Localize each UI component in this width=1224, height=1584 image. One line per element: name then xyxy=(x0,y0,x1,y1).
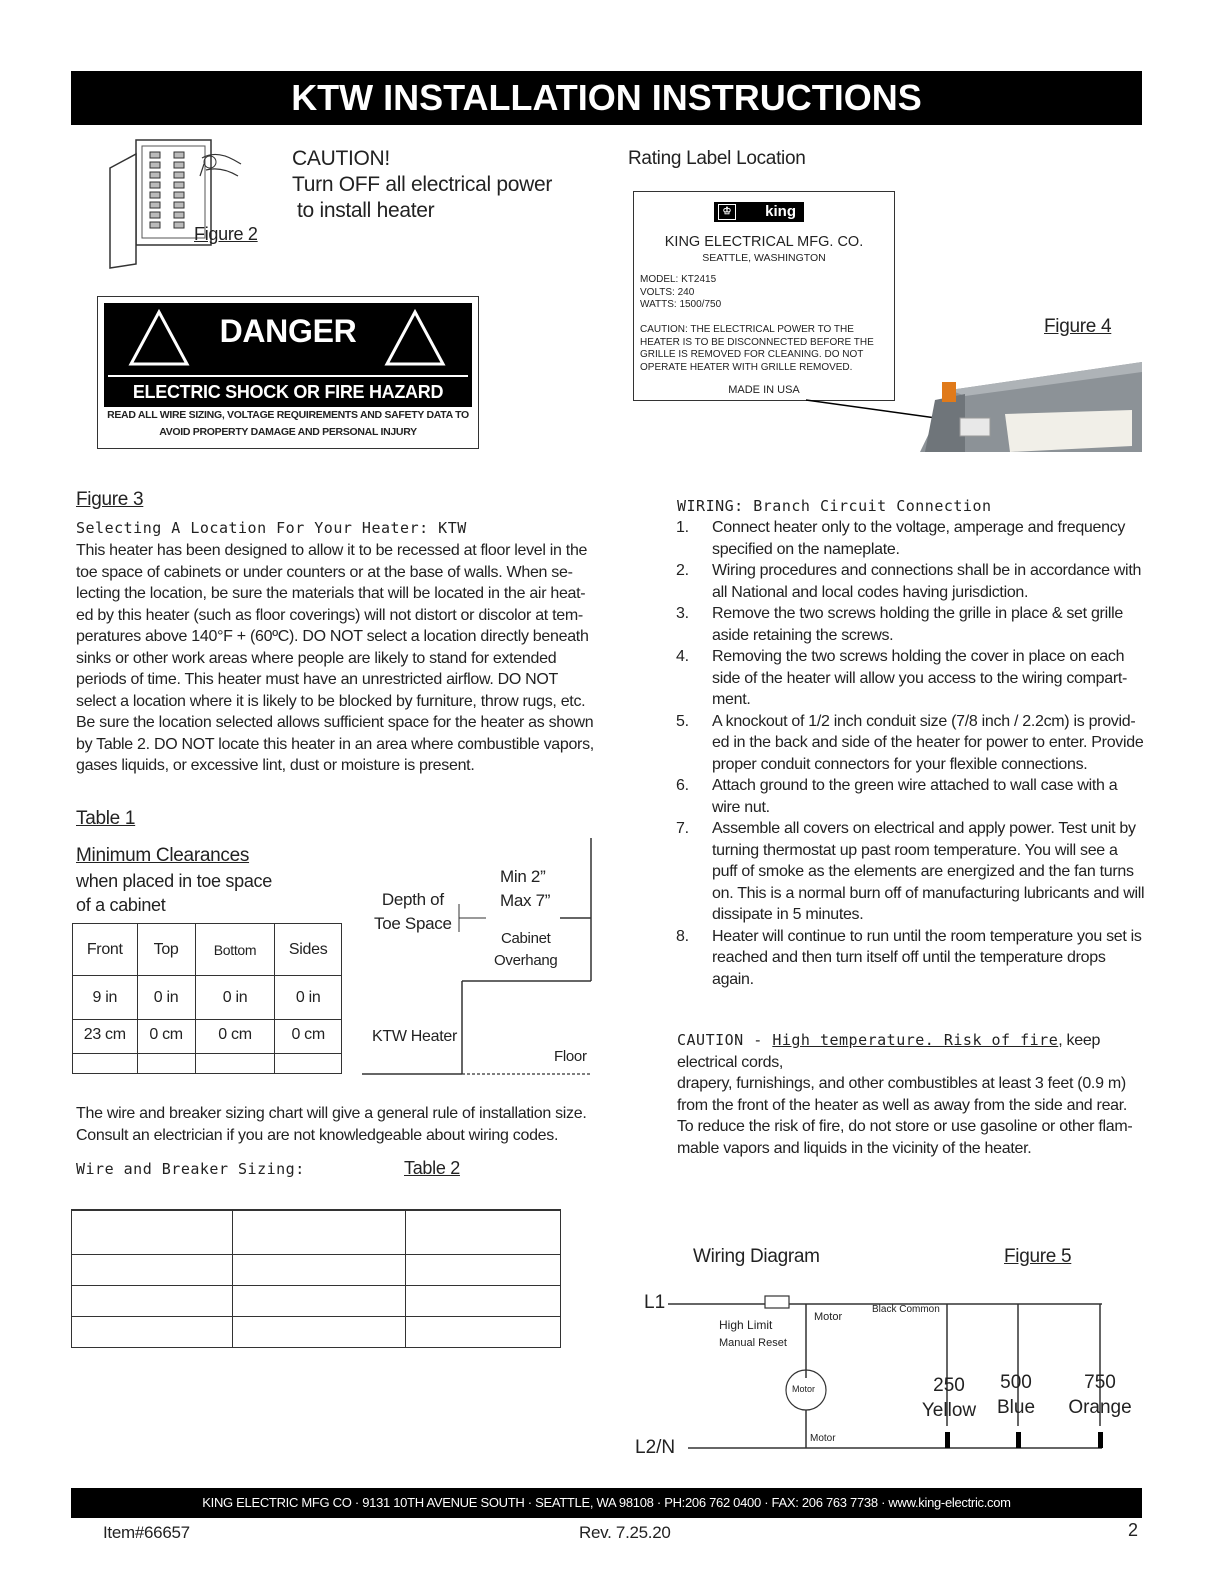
list-line: Heater will continue to run until the room temperature you set is xyxy=(712,927,1142,945)
overhang-line-2: Overhang xyxy=(494,952,558,969)
table-header-cell: Front xyxy=(73,924,138,976)
location-line: lecting the location, be sure the materials that will be located in the air heat- xyxy=(76,585,586,602)
table-cell: 0 in xyxy=(195,976,275,1020)
table-row xyxy=(72,1285,561,1316)
figure-3-label: Figure 3 xyxy=(76,489,144,510)
table-cell xyxy=(233,1285,406,1316)
toe-depth-line-1: Depth of xyxy=(381,890,444,909)
fire-caution-line-1 xyxy=(677,1030,1147,1073)
list-line: Connect heater only to the voltage, amperage and frequency xyxy=(712,519,1126,536)
label-volts: VOLTS: 240 xyxy=(640,286,695,298)
danger-banner xyxy=(104,303,472,407)
list-line: turning thermostat up past room temperature. You will see a xyxy=(712,841,1118,859)
list-number: 3. xyxy=(676,605,689,622)
list-line: dissipate in 5 minutes. xyxy=(712,906,864,923)
fire-caution-paragraph xyxy=(677,1030,1147,1159)
list-line: all National and local codes having jurisdiction. xyxy=(712,583,1029,601)
table-cell xyxy=(406,1316,561,1347)
location-line: This heater has been designed to allow it to be recessed at floor level in the xyxy=(76,542,588,559)
list-number: 5. xyxy=(676,712,689,730)
high-limit-label xyxy=(719,1316,787,1352)
danger-label xyxy=(97,296,479,449)
caution-line-1: Turn OFF all electrical power xyxy=(292,173,553,196)
label-specs xyxy=(640,274,721,312)
clearances-sub-line-2: of a cabinet xyxy=(76,895,166,915)
figure-2-label: Figure 2 xyxy=(194,224,258,244)
list-line: wire nut. xyxy=(712,798,770,816)
list-item xyxy=(676,711,1146,776)
table-header-row xyxy=(73,924,342,976)
element-250-label xyxy=(918,1373,980,1423)
clearances-table xyxy=(72,923,342,1074)
clearances-sub-line-1: when placed in toe space xyxy=(76,871,272,891)
element-750-watts: 750 xyxy=(1084,1372,1116,1393)
table-cell xyxy=(406,1210,561,1254)
footer-address: KING ELECTRIC MFG CO · 9131 10TH AVENUE SOUTH · SEATTLE, WA 98108 · PH:206 762 0400 · FAX: 206 763 7738 · www.king-electric.com xyxy=(71,1488,1142,1518)
sizing-line-2: Consult an electrician if you are not knowledgeable about wiring codes. xyxy=(76,1126,559,1144)
fire-caution-emphasis: High temperature. Risk of fire xyxy=(772,1031,1059,1049)
danger-notice-line-2: AVOID PROPERTY DAMAGE AND PERSONAL INJURY xyxy=(159,426,417,438)
crown-icon: ♔ xyxy=(718,204,736,220)
element-250-color: Yellow xyxy=(921,1400,977,1421)
element-250-watts: 250 xyxy=(933,1375,965,1396)
table-header-cell: Bottom xyxy=(195,924,275,976)
manual-reset-text: Manual Reset xyxy=(719,1337,787,1349)
list-line: on. This is a normal burn off of manufacturing lubricants and will xyxy=(712,884,1145,902)
fire-caution-line: drapery, furnishings, and other combustibles at least 3 feet (0.9 m) xyxy=(677,1075,1126,1092)
list-item xyxy=(676,560,1146,603)
table-cell xyxy=(195,1054,275,1074)
list-line: side of the heater will allow you access to the wiring compart- xyxy=(712,669,1128,687)
motor-top-label: Motor xyxy=(814,1311,843,1323)
caution-line-2: to install heater xyxy=(297,199,435,222)
list-line: ed in the back and side of the heater for power to enter. Provide xyxy=(712,734,1144,751)
list-number: 7. xyxy=(676,820,689,837)
table-row xyxy=(72,1316,561,1347)
revision: Rev. 7.25.20 xyxy=(579,1523,671,1542)
location-line: gases liquids, or excessive lint, dust or moisture is present. xyxy=(76,757,475,774)
table-cell: 0 cm xyxy=(195,1020,275,1054)
list-line: aside retaining the screws. xyxy=(712,626,894,644)
cabinet-overhang-label xyxy=(494,928,557,972)
label-company: KING ELECTRICAL MFG. CO. xyxy=(664,234,864,250)
table-row xyxy=(73,1020,342,1054)
high-limit-text: High Limit xyxy=(719,1318,773,1332)
wiring-diagram-heading: Wiring Diagram xyxy=(693,1246,820,1267)
label-caution-line: GRILLE IS REMOVED FOR CLEANING. DO NOT xyxy=(640,349,864,360)
fire-caution-line: mable vapors and liquids in the vicinity of the heater. xyxy=(677,1139,1032,1157)
list-number: 1. xyxy=(676,519,689,536)
danger-notice xyxy=(104,407,472,441)
motor-bottom-label: Motor xyxy=(810,1433,836,1444)
table-row xyxy=(73,976,342,1020)
element-500-color: Blue xyxy=(996,1397,1036,1418)
list-number: 8. xyxy=(676,927,689,945)
wiring-heading: WIRING: Branch Circuit Connection xyxy=(677,497,992,515)
danger-title: DANGER xyxy=(219,313,357,349)
table-2-label: Table 2 xyxy=(404,1158,460,1178)
table-row xyxy=(73,1054,342,1074)
page-title: KTW INSTALLATION INSTRUCTIONS xyxy=(71,71,1142,125)
sizing-heading: Wire and Breaker Sizing: xyxy=(76,1160,305,1178)
location-line: toe space of cabinets or under counters or at the base of walls. When se- xyxy=(76,563,573,581)
heater-photo xyxy=(760,360,1144,454)
wiring-steps-list xyxy=(676,517,1146,990)
list-line: A knockout of 1/2 inch conduit size (7/8 inch / 2.2cm) is provid- xyxy=(712,712,1136,730)
king-logo xyxy=(714,202,804,222)
list-line: Wiring procedures and connections shall be in accordance with xyxy=(712,562,1142,579)
list-item xyxy=(676,517,1146,560)
label-watts: WATTS: 1500/750 xyxy=(640,299,722,310)
table-row xyxy=(72,1254,561,1285)
location-line: periods of time. This heater must have an unrestricted airflow. DO NOT xyxy=(76,671,559,688)
list-item xyxy=(676,603,1146,646)
rating-label-heading: Rating Label Location xyxy=(628,148,806,169)
label-model: MODEL: KT2415 xyxy=(640,274,717,285)
item-number: Item#66657 xyxy=(103,1523,190,1542)
toe-depth-line-2: Toe Space xyxy=(374,914,452,933)
list-item xyxy=(676,926,1146,991)
list-item xyxy=(676,646,1146,711)
list-number: 2. xyxy=(676,562,689,579)
element-750-color: Orange xyxy=(1068,1397,1132,1418)
sizing-line-1: The wire and breaker sizing chart will give a general rule of installation size. xyxy=(76,1105,587,1122)
table-cell: 0 cm xyxy=(275,1020,342,1054)
table-header-cell: Top xyxy=(137,924,195,976)
table-cell xyxy=(233,1316,406,1347)
list-item xyxy=(676,818,1146,926)
floor-label: Floor xyxy=(554,1048,587,1065)
danger-subtitle: ELECTRIC SHOCK OR FIRE HAZARD xyxy=(108,375,468,405)
list-line: Attach ground to the green wire attached to wall case with a xyxy=(712,777,1118,794)
black-common-label: Black Common xyxy=(872,1304,940,1315)
table-cell xyxy=(73,1054,138,1074)
table-cell xyxy=(275,1054,342,1074)
list-line: reached and then turn itself off until the temperature drops xyxy=(712,949,1106,966)
list-item xyxy=(676,775,1146,818)
list-line: puff of smoke as the elements are energized and the fan turns xyxy=(712,863,1134,880)
fire-caution-line: from the front of the heater as well as away from the side and rear. xyxy=(677,1096,1128,1114)
table-header-cell: Sides xyxy=(275,924,342,976)
list-line: Removing the two screws holding the cover in place on each xyxy=(712,648,1125,665)
danger-notice-line-1: READ ALL WIRE SIZING, VOLTAGE REQUIREMENTS AND SAFETY DATA TO xyxy=(107,409,469,421)
table-cell: 0 in xyxy=(275,976,342,1020)
element-750-label xyxy=(1064,1370,1136,1420)
ktw-heater-label: KTW Heater xyxy=(372,1028,458,1045)
table-cell xyxy=(137,1054,195,1074)
table-cell xyxy=(72,1254,233,1285)
table-cell xyxy=(406,1285,561,1316)
location-line: by Table 2. DO NOT locate this heater in an area where combustible vapors, xyxy=(76,735,594,753)
table-cell: 9 in xyxy=(73,976,138,1020)
list-number: 6. xyxy=(676,777,689,794)
table-cell xyxy=(72,1210,233,1254)
toe-min: Min 2” xyxy=(500,867,546,886)
location-paragraph xyxy=(76,540,596,777)
list-line: proper conduit connectors for your flexible connections. xyxy=(712,755,1088,773)
figure-4-label: Figure 4 xyxy=(1044,316,1112,337)
location-line: peratures above 140°F + (60ºC). DO NOT select a location directly beneath xyxy=(76,628,589,645)
table-cell xyxy=(72,1316,233,1347)
location-line: select a location where it is likely to be blocked by furniture, throw rugs, etc. xyxy=(76,692,586,710)
list-line: specified on the nameplate. xyxy=(712,540,900,558)
location-line: Be sure the location selected allows sufficient space for the heater as shown xyxy=(76,714,594,731)
table-cell xyxy=(72,1285,233,1316)
toe-min-max xyxy=(500,865,550,913)
location-heading: Selecting A Location For Your Heater: KTW xyxy=(76,519,467,537)
label-caution-line: CAUTION: THE ELECTRICAL POWER TO THE xyxy=(640,324,854,335)
wire-breaker-table xyxy=(71,1209,561,1348)
label-made-in: MADE IN USA xyxy=(728,384,800,396)
toe-max: Max 7” xyxy=(500,891,551,910)
label-caution-line: OPERATE HEATER WITH GRILLE REMOVED. xyxy=(640,361,853,373)
element-500-watts: 500 xyxy=(1000,1372,1032,1393)
l2n-label: L2/N xyxy=(635,1437,676,1458)
location-line: ed by this heater (such as floor coverings) will not distort or discolor at tem- xyxy=(76,606,583,624)
table-row xyxy=(72,1210,561,1254)
clearances-subheading xyxy=(76,869,272,917)
table-cell: 0 in xyxy=(137,976,195,1020)
fire-caution-rest: , keep electrical cords, xyxy=(677,1032,1101,1071)
l1-label: L1 xyxy=(644,1292,666,1313)
element-500-label xyxy=(990,1370,1042,1420)
breaker-panel-illustration xyxy=(106,136,246,270)
overhang-line-1: Cabinet xyxy=(500,930,551,947)
table-1-label: Table 1 xyxy=(76,808,136,829)
label-caution-line: HEATER IS TO BE DISCONNECTED BEFORE THE xyxy=(640,336,874,348)
table-cell: 23 cm xyxy=(73,1020,138,1054)
list-line: Assemble all covers on electrical and apply power. Test unit by xyxy=(712,820,1136,837)
fire-caution-line: To reduce the risk of fire, do not store or use gasoline or other flam- xyxy=(677,1118,1133,1135)
toe-depth-label xyxy=(374,888,452,936)
list-line: again. xyxy=(712,970,754,988)
clearances-heading: Minimum Clearances xyxy=(76,845,250,866)
motor-label: Motor xyxy=(792,1384,816,1394)
list-line: Remove the two screws holding the grille in place & set grille xyxy=(712,605,1123,622)
king-logo-text: king xyxy=(765,203,796,220)
page-number: 2 xyxy=(1128,1520,1138,1540)
caution-block xyxy=(292,146,552,224)
label-city: SEATTLE, WASHINGTON xyxy=(702,252,826,264)
table-cell xyxy=(233,1254,406,1285)
figure-5-label: Figure 5 xyxy=(1004,1246,1072,1267)
list-line: ment. xyxy=(712,691,751,708)
table-cell xyxy=(233,1210,406,1254)
location-line: sinks or other work areas where people are likely to stand for extended xyxy=(76,649,557,667)
fire-caution-prefix: CAUTION - xyxy=(677,1031,773,1049)
table-cell xyxy=(406,1254,561,1285)
table-cell: 0 cm xyxy=(137,1020,195,1054)
list-number: 4. xyxy=(676,648,689,665)
sizing-paragraph xyxy=(76,1103,587,1146)
caution-title: CAUTION! xyxy=(292,147,390,170)
